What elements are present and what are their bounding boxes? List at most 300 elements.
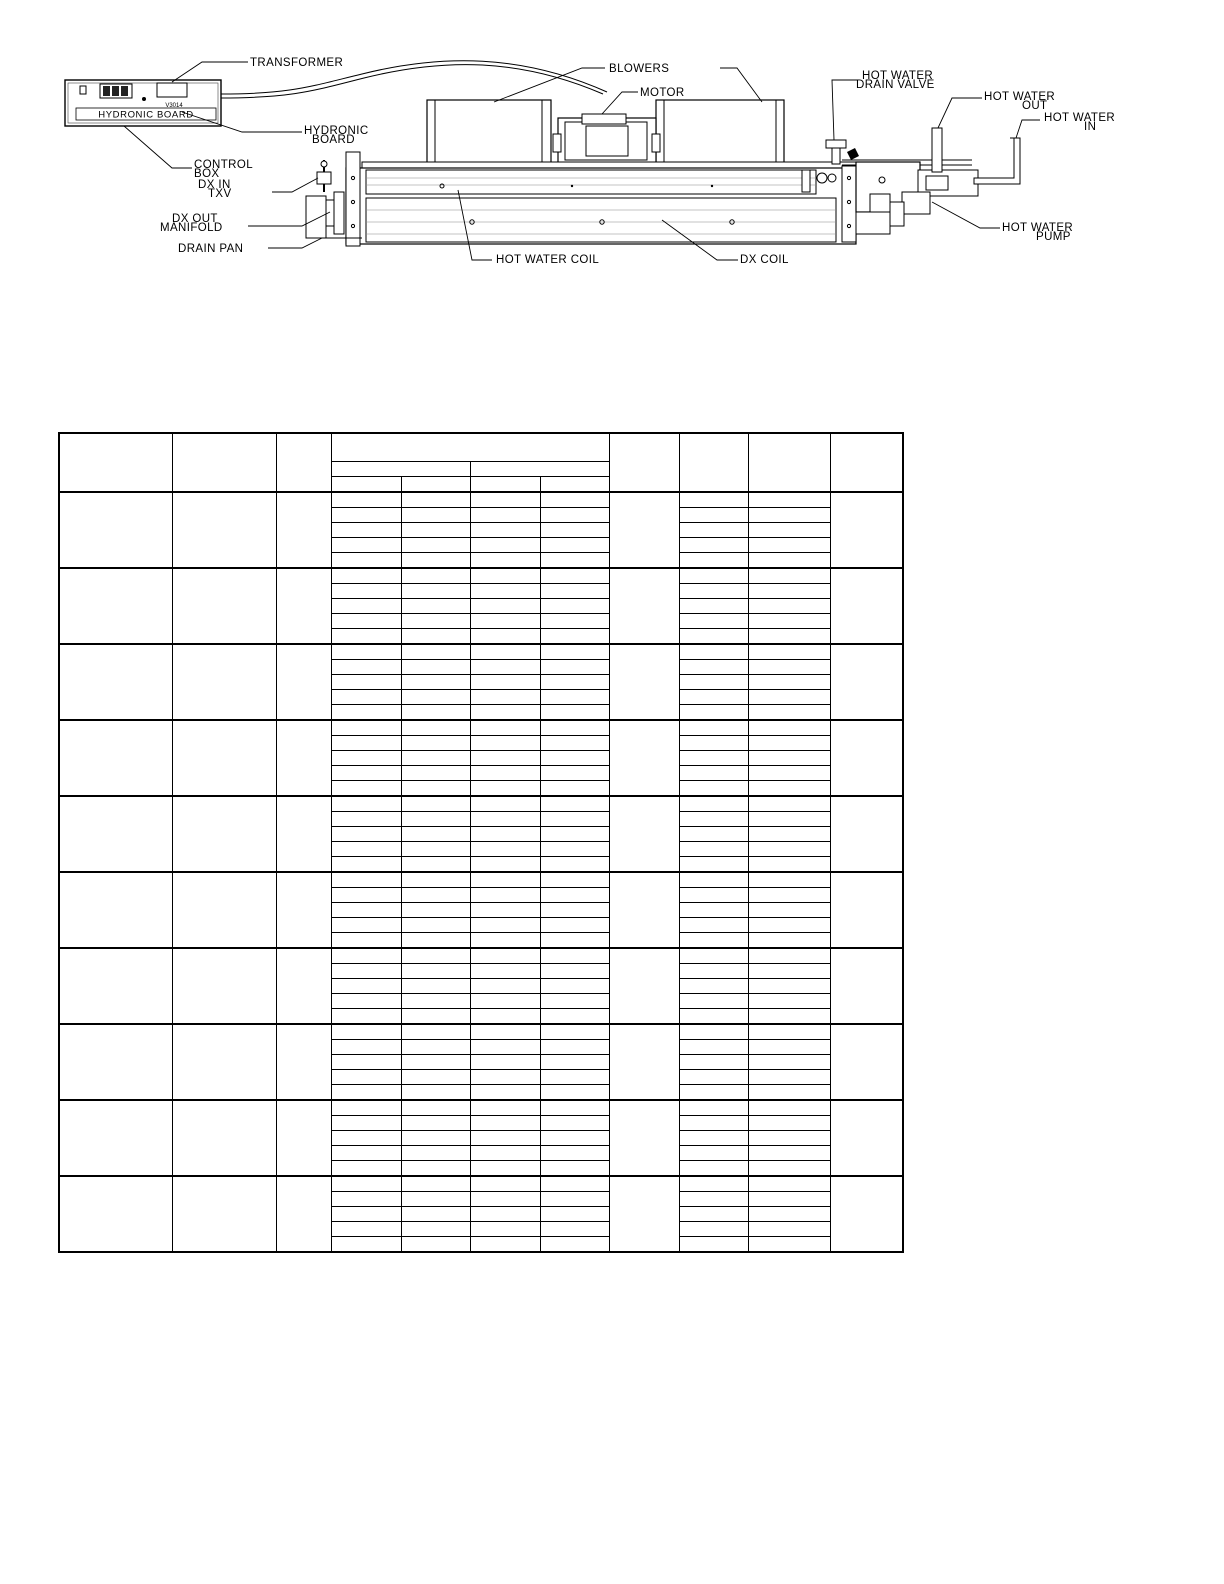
value-cell [540,537,609,552]
table-row [59,1100,903,1116]
value-cell [748,765,830,780]
value-cell [401,780,470,796]
label-dx-out-line2: MANIFOLD [160,222,223,234]
hot-water-out-pipe [932,128,942,172]
value-cell [679,841,748,856]
table-row [59,796,903,812]
value-cell [748,552,830,568]
value-cell [748,1160,830,1176]
value-cell [470,978,540,993]
label-hot-water-out-line1: HOT WATER [984,91,1056,103]
label-dx-coil: DX COIL [740,254,789,266]
header-cell [609,433,679,492]
value-cell [679,780,748,796]
group-cell [830,492,903,568]
value-cell [401,1130,470,1145]
value-cell [540,568,609,584]
value-cell [540,978,609,993]
value-cell [540,765,609,780]
group-cell [59,720,172,796]
header-cell [748,433,830,492]
value-cell [401,1191,470,1206]
group-cell [609,872,679,948]
value-cell [540,1236,609,1252]
value-cell [331,1206,401,1221]
group-cell [59,568,172,644]
value-cell [679,1130,748,1145]
value-cell [331,537,401,552]
group-cell [276,492,331,568]
value-cell [331,735,401,750]
value-cell [331,704,401,720]
label-control-box-line1: CONTROL [194,159,254,171]
specification-table [58,432,904,1253]
group-cell [276,568,331,644]
value-cell [748,1084,830,1100]
value-cell [331,583,401,598]
value-cell [401,1236,470,1252]
value-cell [331,978,401,993]
value-cell [470,1024,540,1040]
value-cell [331,750,401,765]
value-cell [470,750,540,765]
value-cell [331,1176,401,1192]
table-row [59,492,903,508]
value-cell [748,978,830,993]
value-cell [540,902,609,917]
value-cell [679,765,748,780]
value-cell [470,659,540,674]
value-cell [401,1054,470,1069]
value-cell [331,917,401,932]
value-cell [540,628,609,644]
value-cell [331,1054,401,1069]
value-cell [401,796,470,812]
value-cell [540,583,609,598]
value-cell [401,613,470,628]
value-cell [540,780,609,796]
value-cell [748,1145,830,1160]
value-cell [748,704,830,720]
value-cell [470,1039,540,1054]
header-sub-cell [470,476,540,492]
group-cell [609,1176,679,1252]
value-cell [748,628,830,644]
value-cell [401,735,470,750]
value-cell [401,583,470,598]
value-cell [748,887,830,902]
header-sub-cell [331,476,401,492]
value-cell [540,796,609,812]
value-cell [748,796,830,812]
value-cell [401,917,470,932]
value-cell [540,993,609,1008]
value-cell [401,1145,470,1160]
value-cell [540,507,609,522]
blower-left [427,100,551,164]
value-cell [401,1024,470,1040]
value-cell [540,1130,609,1145]
value-cell [401,887,470,902]
value-cell [470,887,540,902]
group-cell [172,1024,276,1100]
group-cell [609,492,679,568]
group-cell [276,1176,331,1252]
value-cell [540,1039,609,1054]
value-cell [331,1084,401,1100]
value-cell [470,1160,540,1176]
value-cell [540,1084,609,1100]
value-cell [748,568,830,584]
value-cell [679,613,748,628]
value-cell [401,902,470,917]
label-dx-out-line1: DX OUT [172,213,218,225]
value-cell [331,1100,401,1116]
table-row [59,948,903,964]
value-cell [748,537,830,552]
group-cell [609,1024,679,1100]
value-cell [401,644,470,660]
value-cell [540,826,609,841]
value-cell [679,811,748,826]
group-cell [830,568,903,644]
value-cell [540,963,609,978]
value-cell [540,856,609,872]
value-cell [401,1160,470,1176]
value-cell [540,887,609,902]
group-cell [172,796,276,872]
value-cell [401,1221,470,1236]
value-cell [470,644,540,660]
value-cell [331,507,401,522]
value-cell [331,1130,401,1145]
value-cell [679,917,748,932]
value-cell [470,1069,540,1084]
value-cell [540,720,609,736]
value-cell [679,1008,748,1024]
value-cell [540,841,609,856]
blower-right [656,100,784,164]
value-cell [470,1084,540,1100]
value-cell [748,583,830,598]
group-cell [609,1100,679,1176]
value-cell [540,811,609,826]
group-cell [830,872,903,948]
value-cell [401,507,470,522]
header-cell [172,433,276,492]
value-cell [401,628,470,644]
value-cell [401,811,470,826]
value-cell [470,552,540,568]
value-cell [540,552,609,568]
value-cell [470,735,540,750]
label-hot-water-pump-line1: HOT WATER [1002,222,1074,234]
value-cell [748,1130,830,1145]
value-cell [679,963,748,978]
value-cell [679,735,748,750]
value-cell [679,796,748,812]
value-cell [679,704,748,720]
label-hot-water-out-line2: OUT [1022,100,1048,112]
value-cell [540,1069,609,1084]
value-cell [470,765,540,780]
value-cell [679,507,748,522]
value-cell [331,1008,401,1024]
value-cell [470,1008,540,1024]
value-cell [540,750,609,765]
value-cell [679,552,748,568]
value-cell [401,522,470,537]
value-cell [470,811,540,826]
value-cell [679,872,748,888]
value-cell [748,644,830,660]
value-cell [470,674,540,689]
value-cell [401,704,470,720]
value-cell [679,1160,748,1176]
value-cell [401,659,470,674]
table-row [59,644,903,660]
label-hot-water-drain-valve-line2: DRAIN VALVE [856,79,935,91]
header-subgroup-cell [470,461,609,476]
value-cell [470,522,540,537]
group-cell [609,796,679,872]
value-cell [748,902,830,917]
value-cell [331,887,401,902]
value-cell [679,689,748,704]
value-cell [331,1160,401,1176]
value-cell [331,796,401,812]
value-cell [540,1221,609,1236]
value-cell [470,932,540,948]
table-row [59,1176,903,1192]
value-cell [401,552,470,568]
group-cell [609,644,679,720]
value-cell [401,689,470,704]
value-cell [470,507,540,522]
value-cell [401,492,470,508]
group-cell [172,720,276,796]
value-cell [331,659,401,674]
value-cell [331,492,401,508]
header-row-1 [59,433,903,461]
value-cell [331,856,401,872]
group-cell [830,720,903,796]
value-cell [540,1054,609,1069]
value-cell [748,1191,830,1206]
group-cell [830,948,903,1024]
value-cell [470,1176,540,1192]
value-cell [748,1236,830,1252]
label-hydronic-board-line1: HYDRONIC [304,125,369,137]
label-hydronic-board-line2: BOARD [312,134,355,146]
value-cell [331,522,401,537]
control-box-model-text: V3014 [165,103,183,109]
value-cell [401,841,470,856]
value-cell [679,932,748,948]
value-cell [331,689,401,704]
value-cell [679,856,748,872]
value-cell [748,613,830,628]
value-cell [331,872,401,888]
label-control-box-line2: BOX [194,168,220,180]
value-cell [748,1115,830,1130]
value-cell [331,1024,401,1040]
value-cell [679,1024,748,1040]
value-cell [540,522,609,537]
value-cell [748,1176,830,1192]
group-cell [59,872,172,948]
value-cell [470,613,540,628]
group-cell [172,568,276,644]
motor [553,114,660,164]
value-cell [679,1054,748,1069]
label-blowers: BLOWERS [609,63,670,75]
value-cell [540,1115,609,1130]
value-cell [540,1160,609,1176]
group-cell [830,644,903,720]
value-cell [540,948,609,964]
value-cell [470,1145,540,1160]
value-cell [679,948,748,964]
group-cell [276,1024,331,1100]
value-cell [540,492,609,508]
value-cell [679,674,748,689]
value-cell [679,1145,748,1160]
value-cell [748,507,830,522]
value-cell [540,872,609,888]
header-cell [276,433,331,492]
value-cell [748,735,830,750]
value-cell [679,902,748,917]
value-cell [401,932,470,948]
value-cell [331,1145,401,1160]
value-cell [470,492,540,508]
value-cell [748,1054,830,1069]
value-cell [470,598,540,613]
header-subgroup-cell [331,461,470,476]
group-cell [276,1100,331,1176]
group-cell [59,1024,172,1100]
group-cell [172,1100,276,1176]
value-cell [470,841,540,856]
value-cell [748,492,830,508]
value-cell [748,993,830,1008]
value-cell [748,1206,830,1221]
group-cell [276,948,331,1024]
value-cell [748,948,830,964]
label-drain-pan: DRAIN PAN [178,243,244,255]
value-cell [679,628,748,644]
label-dx-in-line2: TXV [208,188,232,200]
group-cell [172,644,276,720]
value-cell [470,872,540,888]
group-cell [59,644,172,720]
group-cell [276,644,331,720]
value-cell [748,841,830,856]
value-cell [540,1176,609,1192]
value-cell [748,1069,830,1084]
value-cell [540,674,609,689]
value-cell [401,537,470,552]
value-cell [679,887,748,902]
control-box-panel-text: HYDRONIC BOARD [98,109,194,121]
equipment-diagram [62,52,1150,270]
value-cell [748,1008,830,1024]
value-cell [331,613,401,628]
value-cell [331,1115,401,1130]
value-cell [331,674,401,689]
label-dx-in-line1: DX IN [198,179,231,191]
value-cell [748,872,830,888]
value-cell [331,1191,401,1206]
value-cell [748,522,830,537]
value-cell [470,1206,540,1221]
value-cell [748,750,830,765]
value-cell [470,963,540,978]
value-cell [470,1100,540,1116]
value-cell [679,1236,748,1252]
value-cell [748,598,830,613]
value-cell [748,856,830,872]
value-cell [331,644,401,660]
value-cell [679,1115,748,1130]
value-cell [679,750,748,765]
value-cell [470,856,540,872]
header-cell [679,433,748,492]
label-hot-water-pump-line2: PUMP [1036,231,1071,243]
value-cell [401,1115,470,1130]
value-cell [748,917,830,932]
value-cell [401,720,470,736]
value-cell [748,780,830,796]
table-row [59,872,903,888]
value-cell [679,522,748,537]
value-cell [470,720,540,736]
value-cell [470,902,540,917]
value-cell [748,659,830,674]
value-cell [331,628,401,644]
group-cell [276,872,331,948]
value-cell [331,932,401,948]
value-cell [331,841,401,856]
group-cell [59,1176,172,1252]
value-cell [470,568,540,584]
value-cell [540,644,609,660]
value-cell [540,917,609,932]
value-cell [401,872,470,888]
table-row [59,720,903,736]
value-cell [331,993,401,1008]
value-cell [748,1024,830,1040]
value-cell [470,1221,540,1236]
value-cell [401,568,470,584]
group-cell [172,872,276,948]
value-cell [470,689,540,704]
value-cell [679,583,748,598]
value-cell [679,1100,748,1116]
value-cell [679,1039,748,1054]
value-cell [470,1115,540,1130]
value-cell [470,1191,540,1206]
value-cell [679,1084,748,1100]
value-cell [401,598,470,613]
group-cell [172,492,276,568]
value-cell [331,948,401,964]
label-hot-water-drain-valve-line1: HOT WATER [862,70,934,82]
value-cell [748,826,830,841]
value-cell [401,1100,470,1116]
value-cell [401,948,470,964]
